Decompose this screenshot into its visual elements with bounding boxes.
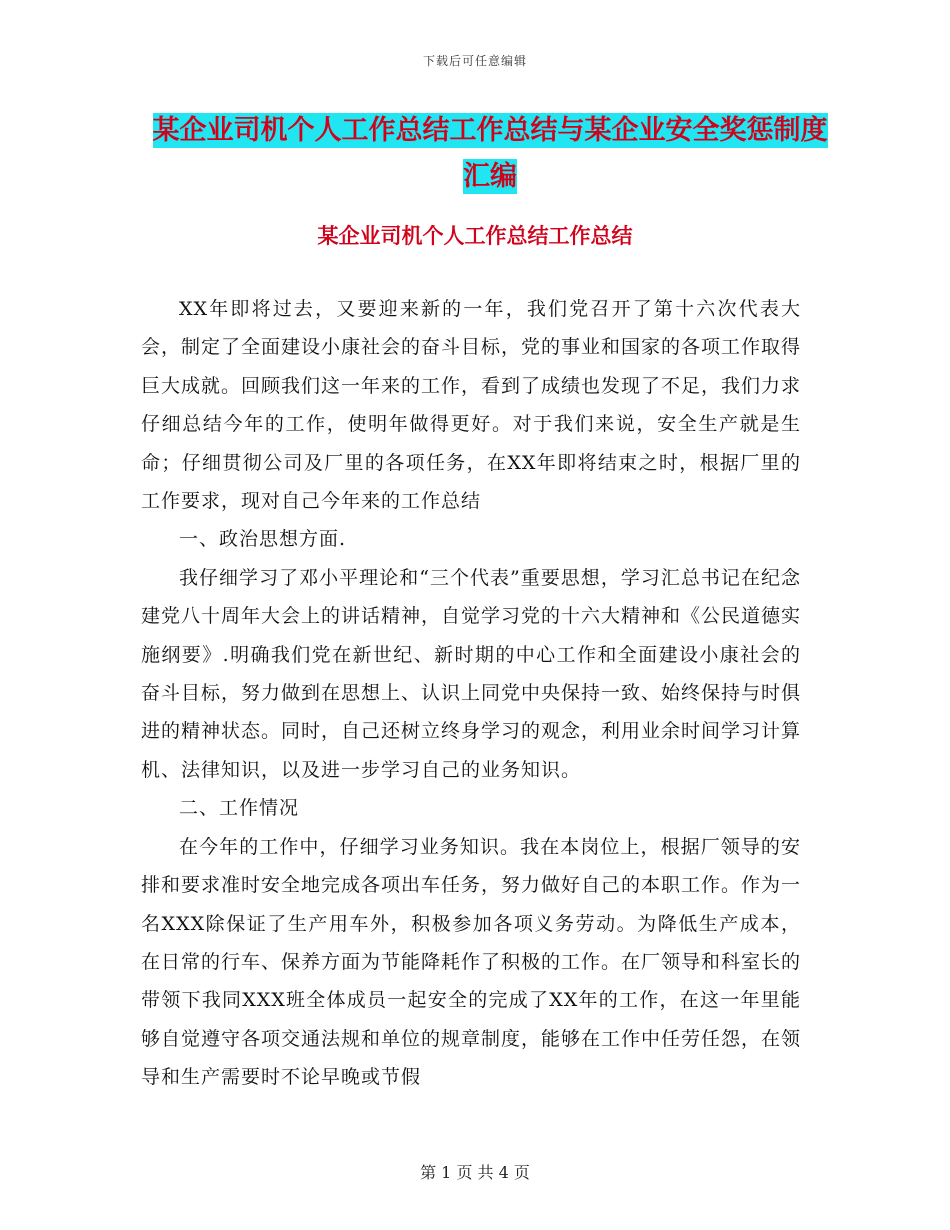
paragraph: 我仔细学习了邓小平理论和“三个代表”重要思想，学习汇总书记在纪念建党八十周年大会上的讲话精神，自觉学习党的十六大精神和《公民道德实施纲要》.明确我们党在新世纪、新时期的中心工作和全面建设小康社会的奋斗目标，努力做到在思想上、认识上同党中央保持一致、始终保持与时俱进的精神状态。同时，自己还树立终身学习的观念，利用业余时间学习计算机、法律知识，以及进一步学习自己的业务知识。 <box>141 566 802 781</box>
paragraph: XX年即将过去，又要迎来新的一年，我们党召开了第十六次代表大会，制定了全面建设小康社会的奋斗目标，党的事业和国家的各项工作取得巨大成就。回顾我们这一年来的工作，看到了成绩也发现了不足，我们力求仔细总结今年的工作，使明年做得更好。对于我们来说，安全生产就是生命；仔细贯彻公司及厂里的各项任务，在XX年即将结束之时，根据厂里的工作要求，现对自己今年来的工作总结 <box>141 298 802 513</box>
paragraph: 一、政治思想方面. <box>179 528 347 551</box>
page-header-note: 下载后可任意编辑 <box>422 54 527 68</box>
paragraph: 二、工作情况 <box>179 797 300 820</box>
page-footer: 第 1 页 共 4 页 <box>420 1163 530 1182</box>
document-main-title <box>140 108 840 200</box>
main-title-highlight: 某企业司机个人工作总结工作总结与某企业安全奖惩制度汇编 <box>152 115 828 192</box>
document-body <box>141 290 801 1097</box>
section-title: 某企业司机个人工作总结工作总结 <box>317 224 633 248</box>
paragraph: 在今年的工作中，仔细学习业务知识。我在本岗位上，根据厂领导的安排和要求准时安全地完成各项出车任务，努力做好自己的本职工作。作为一名XXX除保证了生产用车外，积极参加各项义务劳动。为降低生产成本，在日常的行车、保养方面为节能降耗作了积极的工作。在厂领导和科室长的带领下我同XXX班全体成员一起安全的完成了XX年的工作，在这一年里能够自觉遵守各项交通法规和单位的规章制度，能够在工作中任劳任怨，在领导和生产需要时不论早晚或节假 <box>141 835 802 1089</box>
